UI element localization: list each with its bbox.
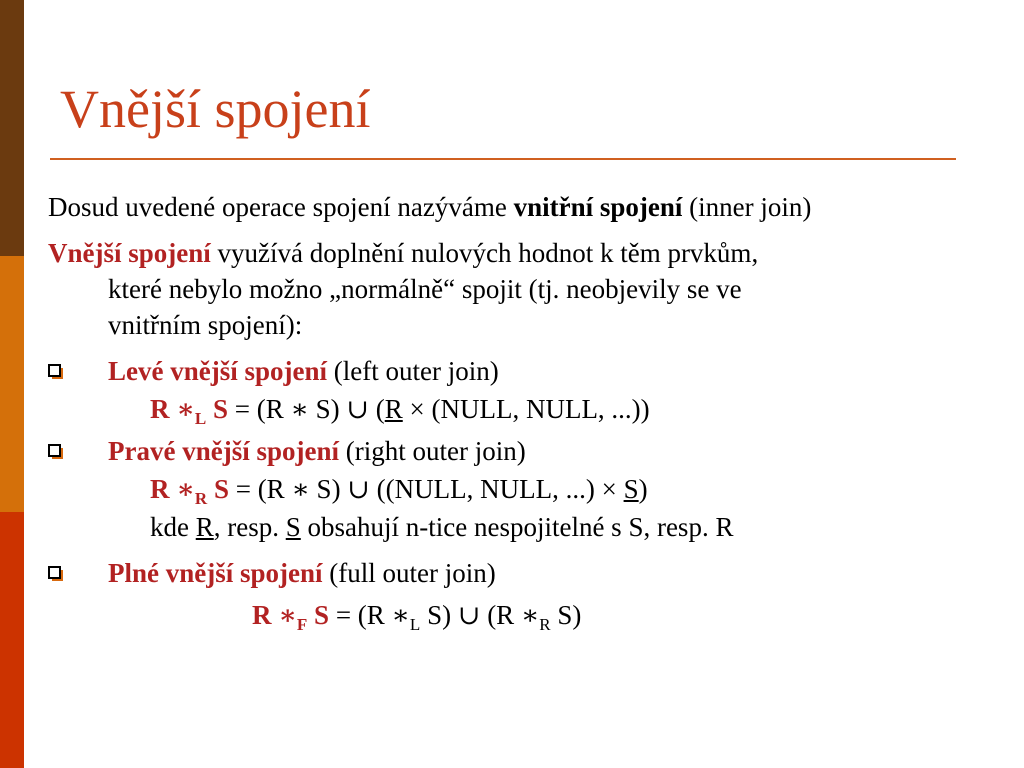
accent-bar-top <box>0 0 24 256</box>
outer-def-text1: využívá doplnění nulových hodnot k těm prvkům, <box>210 238 759 268</box>
title-underline <box>50 158 956 160</box>
right-join-op: ∗ <box>176 474 195 504</box>
accent-bar-middle <box>0 256 24 512</box>
left-join-rest1: = (R ∗ S) ∪ ( <box>228 394 385 424</box>
full-join-op: ∗ <box>278 600 297 630</box>
bullet-icon <box>48 364 61 377</box>
outer-def-line1 <box>48 236 758 270</box>
full-join-formula <box>252 598 581 642</box>
intro-bold: vnitřní spojení <box>513 192 683 222</box>
right-join-sub: R <box>194 489 208 508</box>
right-join-rest1: = (R ∗ S) ∪ ((NULL, NULL, ...) × <box>228 474 624 504</box>
intro-line <box>48 190 811 224</box>
full-join-s: S <box>314 600 330 630</box>
slide-title: Vnější spojení <box>60 79 371 139</box>
intro-text: Dosud uvedené operace spojení nazýváme <box>48 192 514 222</box>
full-join-rest3: S) <box>550 600 582 630</box>
full-join-sub: F <box>296 615 308 634</box>
left-join-sub: L <box>194 409 207 428</box>
right-join-r: R <box>150 474 170 504</box>
full-join-desc: (full outer join) <box>322 558 496 588</box>
note-c: obsahují n-tice nespojitelné s S, resp. R <box>300 512 734 542</box>
outer-def-line3: vnitřním spojení): <box>108 310 303 340</box>
outer-def-term: Vnější spojení <box>48 238 211 268</box>
note-r: R <box>195 512 214 542</box>
intro-tail: (inner join) <box>682 192 812 222</box>
full-join-heading <box>108 556 496 590</box>
left-join-term: Levé vnější spojení <box>108 356 327 386</box>
bullet-icon <box>48 444 61 457</box>
note-a: kde <box>150 512 196 542</box>
full-join-sub2: L <box>409 615 421 634</box>
note-b: , resp. <box>213 512 286 542</box>
right-join-term: Pravé vnější spojení <box>108 436 339 466</box>
accent-bar-bottom <box>0 512 24 768</box>
left-join-rest2: × (NULL, NULL, ...)) <box>402 394 650 424</box>
left-join-desc: (left outer join) <box>327 356 499 386</box>
note-s: S <box>285 512 301 542</box>
right-join-desc: (right outer join) <box>338 436 526 466</box>
bullet-icon <box>48 566 61 579</box>
full-join-rest1: = (R ∗ <box>329 600 410 630</box>
right-join-note <box>150 510 733 544</box>
left-join-formula <box>150 392 650 436</box>
left-join-heading <box>108 354 499 388</box>
outer-def-line2: které nebylo možno „normálně“ spojit (tj. neobjevily se ve <box>108 274 742 304</box>
full-join-term: Plné vnější spojení <box>108 558 323 588</box>
right-join-rest2: ) <box>638 474 648 504</box>
right-join-s-underlined: S <box>623 474 639 504</box>
right-join-heading <box>108 434 526 468</box>
full-join-r: R <box>252 600 272 630</box>
full-join-sub3: R <box>539 615 551 634</box>
left-join-op: ∗ <box>176 394 195 424</box>
left-join-r: R <box>150 394 170 424</box>
left-join-s: S <box>213 394 229 424</box>
right-join-s: S <box>213 474 229 504</box>
full-join-rest2: S) ∪ (R ∗ <box>420 600 540 630</box>
left-join-r-underlined: R <box>384 394 403 424</box>
